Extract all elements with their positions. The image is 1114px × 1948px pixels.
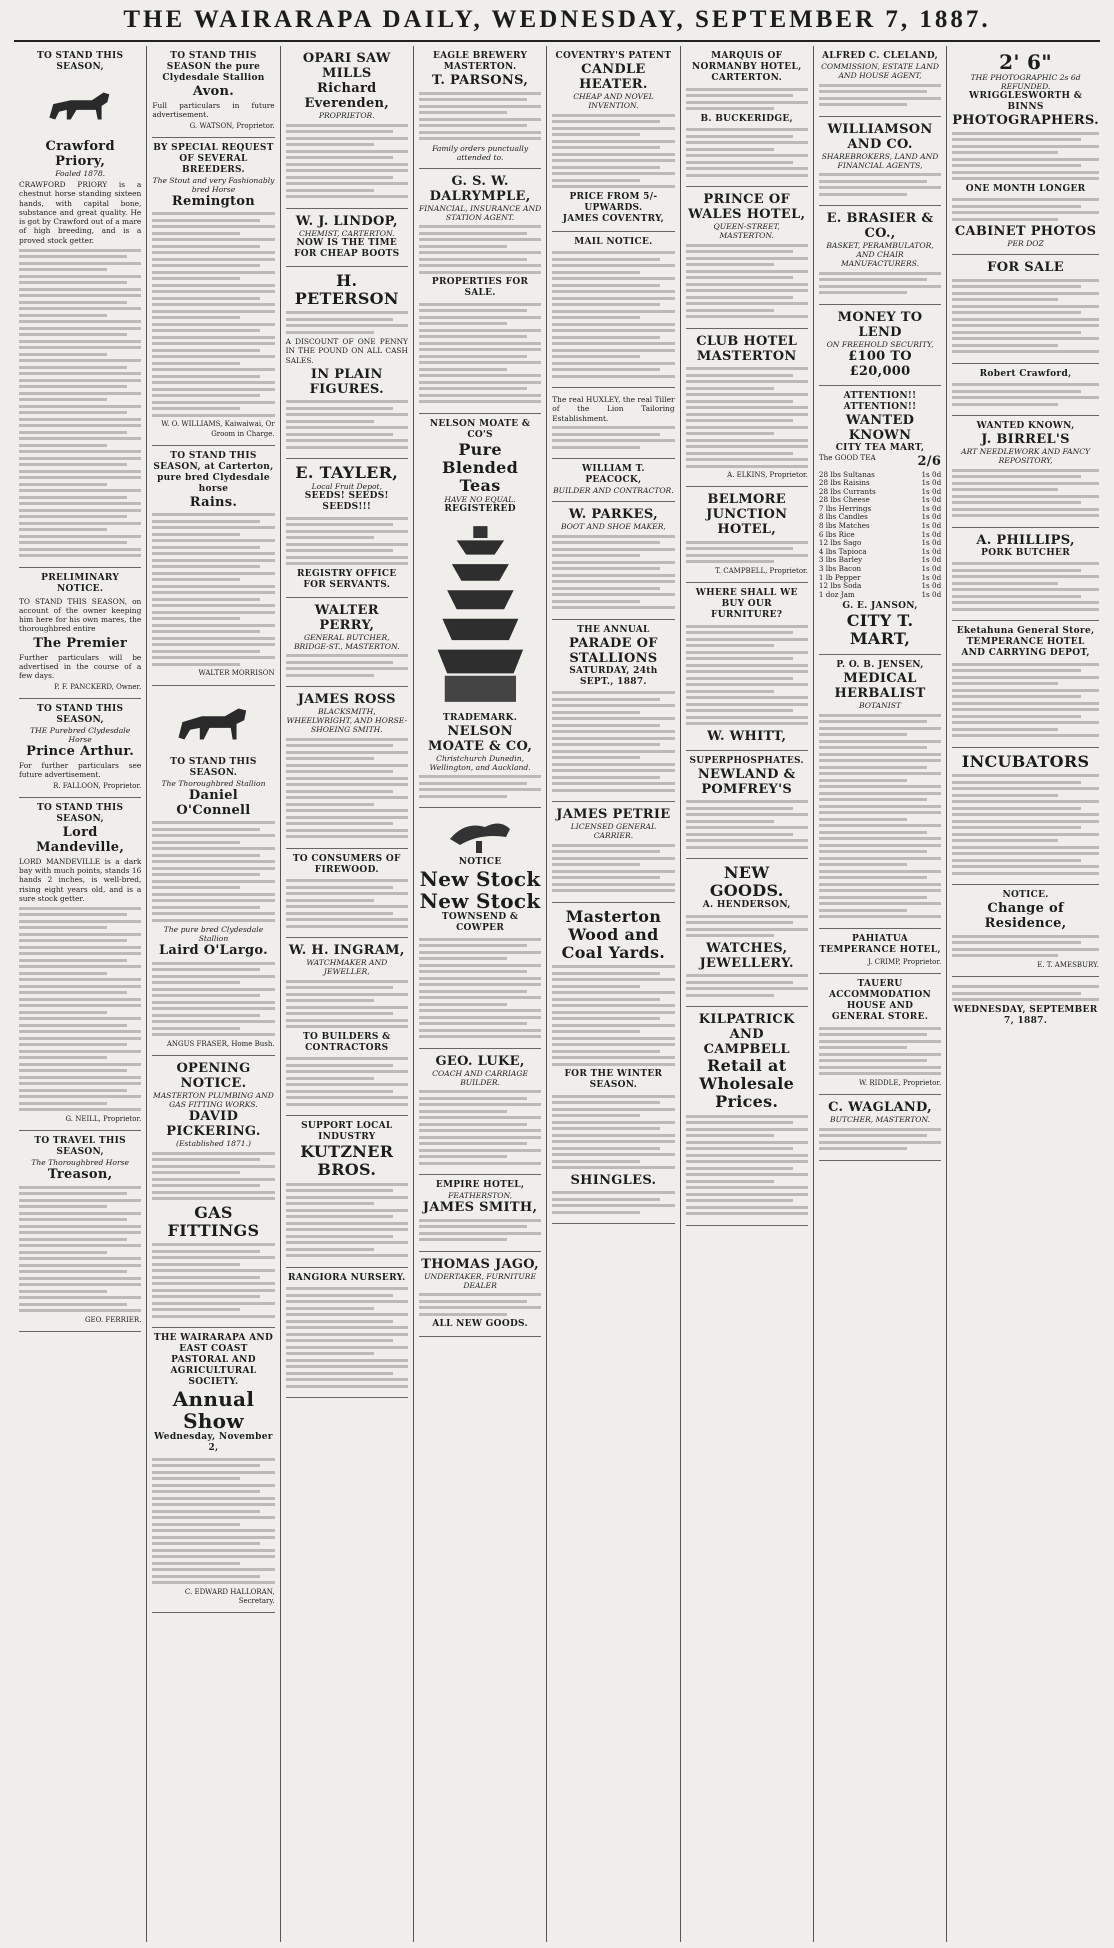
ad-kilpatrick-campbell [686, 1007, 808, 1226]
ad-tailoring [552, 388, 674, 459]
ad-incubators [952, 748, 1099, 886]
ad-subtitle: BOTANIST [859, 701, 902, 711]
ad-signature: C. EDWARD HALLORAN, Secretary. [184, 1587, 275, 1605]
business-name: TAUERU ACCOMMODATION HOUSE AND GENERAL STORE. [828, 979, 932, 1023]
business-name: PAHIATUA TEMPERANCE HOTEL, [819, 933, 941, 955]
show-date: Wednesday, November 2, [154, 1432, 273, 1454]
ad-tagline: New Stock [419, 867, 541, 891]
ad-subtitle: QUEEN-STREET, MASTERTON. [713, 222, 780, 240]
ad-note: HAVE NO EQUAL. [444, 494, 516, 504]
agent-name: JAMES COVENTRY, [562, 213, 665, 224]
ad-preliminary-notice [19, 568, 141, 699]
ad-prince-of-wales [686, 187, 808, 329]
price-row: 3 lbs Bacon 1s 0d [818, 564, 942, 574]
ad-subtitle: Christchurch Dunedin, Wellington, and Auckland. [429, 753, 531, 772]
ad-subtitle: THE PHOTOGRAPHIC 2s 6d REFUNDED. [970, 73, 1081, 91]
ad-note: Full particulars in future advertisement. [152, 101, 275, 120]
ad-subtitle: WATCHMAKER AND JEWELLER, [306, 958, 388, 977]
business-name: WILLIAM T. PEACOCK, [581, 464, 645, 486]
ad-heading: PROPERTIES FOR SALE. [431, 277, 529, 298]
business-name: EMPIRE HOTEL, [435, 1180, 525, 1190]
ad-mail-notice [552, 232, 674, 389]
business-name: BELMORE JUNCTION HOTEL, [706, 492, 788, 538]
business-name: WALTER PERRY, [314, 602, 379, 633]
ad-subtitle: Foaled 1878. [55, 169, 106, 178]
ad-rains [152, 446, 274, 686]
ad-taueru-house [819, 974, 941, 1095]
business-name: T. PARSONS, [432, 73, 529, 88]
business-name: J. BIRREL'S [981, 432, 1070, 447]
column-1 [14, 46, 147, 1942]
ad-walter-perry [286, 598, 408, 688]
tea-title: The GOOD TEA [818, 452, 876, 462]
ad-birrel [952, 416, 1099, 528]
business-name: CITY TEA MART, [835, 442, 925, 453]
ad-parkes [552, 502, 674, 620]
ad-heading: TO CONSUMERS OF FIREWOOD. [292, 853, 401, 875]
ad-heading: TO STAND THIS SEASON, [36, 51, 124, 72]
ad-heading: GAS FITTINGS [167, 1202, 260, 1240]
ad-tagline: Masterton Wood and Coal Yards. [561, 906, 666, 962]
ad-body: LORD MANDEVILLE is a dark bay with much points, stands 16 hands 2 inches, is well-bred, rising eight years old, and is a sure stock getter. [19, 856, 142, 904]
proprietor-name: G. E. JANSON, [842, 601, 918, 612]
imprint [952, 977, 1099, 1033]
ad-subtitle: BOOT AND SHOE MAKER, [560, 522, 666, 532]
ad-subtitle: BUTCHER, MASTERTON. [829, 1115, 931, 1124]
ad-peacock [552, 459, 674, 502]
business-name: W. WHITT, [707, 728, 787, 744]
ad-signature: W. RIDDLE, Proprietor. [858, 1078, 942, 1087]
business-name: MARQUIS OF NORMANBY HOTEL, CARTERTON. [691, 51, 802, 83]
ad-heading: WHERE SHALL WE BUY OUR FURNITURE? [695, 588, 798, 621]
ad-tagline: Pure Blended Teas [442, 439, 519, 495]
event-date: SATURDAY, 24th SEPT., 1887. [569, 665, 658, 687]
ad-subtitle: AND CARRYING DEPOT, [961, 648, 1090, 658]
ad-subtitle: LICENSED GENERAL CARRIER. [570, 822, 657, 841]
price-row: 28 lbs Raisins 1s 0d [818, 478, 942, 488]
ad-signature: WALTER MORRISON [198, 669, 275, 678]
ad-change-of-residence [952, 885, 1099, 977]
ad-heading: CABINET PHOTOS [954, 224, 1097, 239]
ad-tagline: TO BUILDERS & CONTRACTORS [303, 1031, 391, 1053]
pagoda-trademark-icon [421, 519, 540, 709]
ad-heading: FOR SALE [987, 260, 1064, 275]
ad-heading: NOTICE [458, 857, 502, 867]
ad-kutzner-bros [286, 1116, 408, 1268]
price-row: 12 lbs Sago 1s 0d [818, 538, 942, 548]
ad-body: A DISCOUNT OF ONE PENNY IN THE POUND ON ALL CASH SALES. [285, 337, 408, 365]
business-name: W. H. INGRAM, [288, 943, 405, 959]
price-row: 28 lbs Currants 1s 0d [818, 486, 942, 496]
ad-pahiatua-hotel [819, 929, 941, 974]
price-row: 7 lbs Herrings 1s 0d [818, 503, 942, 513]
ad-amount: £100 TO £20,000 [848, 348, 912, 379]
ad-heading: TO TRAVEL THIS SEASON, [34, 1136, 126, 1158]
ad-heading: WANTED KNOWN, [976, 421, 1075, 431]
ad-signature: R. FALLOON, Proprietor. [53, 781, 142, 790]
ad-tagline: JEWELLERY. [699, 955, 794, 971]
ad-subtitle: MASTERTON PLUMBING AND GAS FITTING WORKS. [153, 1091, 274, 1110]
ad-heading: RANGIORA NURSERY. [287, 1272, 406, 1283]
ad-subtitle: SHAREBROKERS, LAND AND FINANCIAL AGENTS, [821, 151, 939, 170]
price-row: 3 lbs Barley 1s 0d [818, 555, 942, 565]
column-4 [414, 46, 547, 1942]
ad-marquis-of-normanby [686, 46, 808, 187]
business-name: P. O. B. JENSEN, [836, 660, 924, 671]
ad-tagline: Retail at Wholesale Prices. [699, 1056, 795, 1112]
ad-heading: BY SPECIAL REQUEST OF SEVERAL BREEDERS. [153, 142, 274, 175]
column-5 [547, 46, 680, 1942]
ad-tagline: SHINGLES. [570, 1172, 657, 1188]
ad-note: For further particulars see future advertisement. [19, 760, 142, 780]
ad-money-to-lend [819, 305, 941, 386]
ad-heading: OPENING NOTICE. [176, 1061, 251, 1092]
ad-heading: MAIL NOTICE. [574, 236, 653, 247]
ad-tagline: MEDICAL HERBALIST [834, 671, 926, 702]
ad-club-hotel [686, 329, 808, 488]
ad-dalrymple [419, 169, 541, 414]
tea-price: 2/6 [917, 453, 942, 469]
ad-tagline: REGISTRY OFFICE FOR SERVANTS. [297, 568, 397, 590]
masthead-rule [14, 40, 1100, 42]
business-name: G. S. W. DALRYMPLE, [429, 173, 531, 204]
horse-name: Prince Arthur. [26, 743, 135, 759]
ad-tagline: PHOTOGRAPHERS. [952, 113, 1099, 128]
ad-belmore-junction [686, 487, 808, 583]
ad-signature: P. F. PANCKERD, Owner. [54, 682, 142, 691]
show-title: Annual Show [172, 1387, 255, 1434]
ad-signature: A. ELKINS, Proprietor. [727, 471, 808, 479]
ad-james-petrie [552, 802, 674, 903]
ad-signature: J. CRIMP, Proprietor. [867, 957, 942, 966]
ad-for-sale [952, 255, 1099, 364]
price-row: 1 doz Jam 1s 0d [818, 589, 942, 599]
business-name: W. J. LINDOP, [295, 213, 398, 229]
business-name: WILLIAMSON AND CO. [827, 121, 933, 152]
ad-signature: W. O. WILLIAMS, Kaiwaiwai, Or Groom in Charge. [161, 420, 275, 438]
ad-remington [152, 138, 274, 446]
event-name: PARADE OF STALLIONS [569, 635, 658, 666]
price-row: 28 lbs Cheese 1s 0d [818, 495, 942, 505]
column-6 [681, 46, 814, 1942]
ad-heading: EAGLE BREWERY MASTERTON. [432, 51, 528, 72]
ad-heading: MONEY TO LEND [837, 309, 923, 340]
ad-subtitle: BLACKSMITH, WHEELWRIGHT, AND HORSE-SHOEING SMITH. [286, 707, 408, 735]
proprietor-name: B. BUCKERIDGE, [700, 113, 793, 124]
ad-cleland [819, 46, 941, 117]
ad-firewood [286, 849, 408, 939]
business-name: THOMAS JAGO, [421, 1256, 539, 1272]
ad-tagline: IN PLAIN FIGURES. [309, 366, 384, 397]
horse-name: Rains. [189, 494, 238, 510]
ad-subtitle: BUILDER AND CONTRACTOR. [553, 486, 674, 496]
ad-heading: PRELIMINARY NOTICE. [41, 572, 120, 594]
ad-signature: ANGUS FRASER, Home Bush. [166, 1039, 275, 1048]
business-name: Robert Crawford, [979, 368, 1072, 379]
ad-tagline: SEEDS! SEEDS! SEEDS!!! [304, 491, 389, 513]
business-name: C. WAGLAND, [828, 1100, 932, 1115]
price-row: 12 lbs Soda 1s 0d [818, 581, 942, 591]
business-name: Richard Everenden, [304, 81, 390, 111]
ad-subtitle: PER DOZ [1007, 239, 1044, 248]
business-name: Eketahuna General Store, [956, 626, 1095, 636]
business-name: W. PARKES, [568, 507, 658, 523]
ad-rangiora-nursery [286, 1268, 408, 1399]
ad-new-goods [686, 859, 808, 1007]
ad-daniel-oconnell [152, 686, 274, 1056]
column-8 [947, 46, 1104, 1942]
business-name: NELSON MOATE & CO'S [429, 418, 531, 440]
business-name: JAMES ROSS [297, 692, 396, 708]
column-grid [14, 46, 1104, 1942]
ad-heading: ATTENTION!! ATTENTION!! [843, 390, 917, 412]
imprint-date: WEDNESDAY, SEPTEMBER 7, 1887. [953, 1004, 1098, 1026]
ad-signature: G. WATSON, Proprietor. [189, 121, 275, 130]
ad-new-stock [419, 808, 541, 1049]
business-name: A. HENDERSON, [702, 900, 791, 911]
ad-opari-saw-mills [286, 46, 408, 209]
ad-eketahuna-store [952, 621, 1099, 748]
ad-james-ross [286, 687, 408, 849]
price-row: 8 lbs Candles 1s 0d [818, 512, 942, 522]
ad-tagline: ALL NEW GOODS. [432, 1319, 528, 1329]
ad-subtitle: FINANCIAL, INSURANCE AND STATION AGENT. [418, 203, 542, 222]
horse-name: Treason, [47, 1167, 113, 1183]
ad-lord-mandeville [19, 798, 141, 1131]
price-list [819, 471, 941, 600]
horse-name: Avon. [192, 84, 235, 99]
business-name: CLUB HOTEL MASTERTON [696, 333, 798, 364]
business-name: A. PHILLIPS, [976, 532, 1075, 548]
ad-subtitle: The Thoroughbred Stallion [161, 778, 266, 788]
ad-thomas-jago [419, 1252, 541, 1338]
ad-heading: SUPPORT LOCAL INDUSTRY [301, 1121, 393, 1143]
ad-nelson-moate-teas [419, 414, 541, 809]
ad-subtitle: Local Fruit Depot, [311, 482, 382, 492]
ad-opening-notice [152, 1056, 274, 1328]
price-large: 2' 6" [999, 50, 1052, 74]
business-name: NEWLAND & POMFREY'S [697, 766, 796, 797]
business-name: JAMES PETRIE [556, 807, 671, 823]
ad-subtitle: COACH AND CARRIAGE BUILDER. [432, 1068, 528, 1087]
ad-wood-and-coal [552, 903, 674, 1225]
saddle-icon [430, 815, 530, 855]
business-name: E. TAYLER, [295, 463, 399, 483]
ad-avon [152, 46, 274, 138]
column-7 [814, 46, 947, 1942]
ad-ingram [286, 938, 408, 1116]
business-name: KUTZNER BROS. [300, 1142, 394, 1180]
ad-subtitle: UNDERTAKER, FURNITURE DEALER [424, 1271, 537, 1290]
ad-signature: E. T. AMESBURY. [1037, 960, 1099, 969]
ad-tayler [286, 459, 408, 598]
ad-tagline: Change of Residence, [984, 901, 1067, 931]
ad-parade-of-stallions [552, 620, 674, 803]
ad-registered: REGISTERED [444, 503, 516, 514]
ad-note: Further particulars will be advertised in the course of a few days. [19, 652, 142, 681]
ad-body: TO STAND THIS SEASON, on account of the owner keeping him here for his own mares, the thoroughbred entire [19, 596, 142, 634]
horse-name: Lord Mandeville, [36, 824, 125, 855]
ad-subtitle: THE Purebred Clydesdale Horse [30, 725, 131, 744]
business-name: WRIGGLESWORTH & BINNS [969, 91, 1083, 112]
ad-photographers [952, 46, 1099, 255]
business-name: NELSON MOATE & CO, [427, 723, 533, 754]
ad-heading: NOTICE. [1002, 890, 1049, 900]
ad-heading: TO STAND THIS SEASON. [170, 756, 257, 778]
ad-subtitle: ON FREEHOLD SECURITY, [826, 339, 934, 349]
business-name: DAVID PICKERING. [166, 1109, 261, 1140]
ad-crawford-priory [19, 46, 141, 568]
horse-name: Laird O'Largo. [158, 943, 268, 959]
ad-body: The real HUXLEY, the real Tiller of the Lion Tailoring Establishment. [552, 395, 675, 423]
horse-name: Crawford Priory, [45, 139, 115, 169]
ad-superphosphates [686, 751, 808, 860]
ad-heading: TO STAND THIS SEASON, [36, 703, 124, 725]
ad-williamson [819, 117, 941, 207]
ad-subtitle: FEATHERSTON, [448, 1191, 513, 1200]
ad-heading: TO STAND THIS SEASON, [36, 802, 124, 824]
ad-signature: GEO. FERRIER. [84, 1315, 142, 1324]
business-name: KILPATRICK AND CAMPBELL [698, 1012, 795, 1058]
ad-brasier [819, 206, 941, 305]
ad-heading: COVENTRY'S PATENT [555, 51, 672, 61]
ad-lindop [286, 209, 408, 267]
business-name: E. BRASIER & CO., [826, 211, 934, 241]
proprietor-name: JAMES SMITH, [422, 1200, 538, 1215]
business-name: CITY T. MART, [846, 611, 914, 649]
ad-signature: G. NEILL, Proprietor. [65, 1114, 142, 1123]
ad-trademark: TRADEMARK. [442, 712, 518, 723]
ad-furniture [686, 583, 808, 751]
ad-established: (Established 1871.) [175, 1139, 251, 1149]
ad-price: PRICE FROM 5/- UPWARDS. [569, 191, 658, 213]
business-name: GEO. LUKE, [435, 1053, 525, 1069]
ad-crawford [952, 364, 1099, 417]
product-name: CANDLE HEATER. [579, 62, 648, 92]
ad-heading: TO STAND THIS SEASON the pure Clydesdale Stallion [162, 51, 265, 83]
ad-subtitle: ART NEEDLEWORK AND FANCY REPOSITORY, [961, 447, 1091, 465]
ad-treason [19, 1131, 141, 1332]
business-name: TOWNSEND & COWPER [441, 912, 519, 933]
ad-tagline: WATCHES, [706, 940, 788, 956]
ad-heading: TO STAND THIS SEASON, at Carterton, pure bred Clydesdale horse [153, 450, 274, 494]
ad-heading: WANTED KNOWN [845, 412, 915, 443]
ad-tagline: New Stock [419, 889, 541, 913]
tea-price-row [819, 454, 941, 469]
column-3 [281, 46, 414, 1942]
ad-phillips [952, 528, 1099, 622]
ad-empire-hotel [419, 1175, 541, 1252]
masthead-title: THE WAIRARAPA DAILY, WEDNESDAY, SEPTEMBER 7, 1887. [123, 6, 991, 33]
ad-subtitle: COMMISSION, ESTATE LAND AND HOUSE AGENT, [821, 62, 939, 80]
horse-name: Daniel O'Connell [176, 787, 251, 818]
ad-note: Family orders punctually attended to. [432, 143, 529, 162]
horse-name: The Premier [33, 635, 128, 651]
ad-heading: NEW GOODS. [709, 863, 784, 901]
price-row: 28 lbs Sultanas 1s 0d [818, 469, 942, 479]
ad-subtitle: GENERAL BUTCHER, BRIDGE-ST., MASTERTON. [293, 632, 400, 651]
business-name: PRINCE OF WALES HOTEL, [688, 192, 806, 222]
price-row: 4 lbs Tapioca 1s 0d [818, 546, 942, 556]
ad-tagline: CHEAP AND NOVEL INVENTION. [573, 92, 654, 110]
horse-illustration-icon [165, 695, 262, 753]
ad-prince-arthur [19, 699, 141, 798]
ad-heading: SUPERPHOSPHATES. [689, 755, 804, 766]
ad-peterson [286, 267, 408, 460]
price-row: 6 lbs Rice 1s 0d [818, 529, 942, 539]
ad-heading: INCUBATORS [961, 751, 1090, 771]
ad-subtitle: The pure bred Clydesdale Stallion [163, 925, 264, 944]
ad-subtitle: PROPRIETOR. [318, 111, 375, 120]
price-row: 1 lb Pepper 1s 0d [818, 572, 942, 582]
horse-illustration-icon [32, 77, 129, 135]
ad-geo-luke [419, 1049, 541, 1176]
ad-heading: OPARI SAW MILLS [302, 51, 391, 81]
ad-annual-show [152, 1328, 274, 1613]
ad-subtitle: BASKET, PERAMBULATOR, AND CHAIR MANUFACTURERS. [826, 241, 934, 268]
ad-heading: THE ANNUAL [577, 624, 650, 635]
ad-subtitle: TEMPERANCE HOTEL [966, 637, 1085, 647]
ad-jensen [819, 655, 941, 929]
horse-name: Remington [171, 193, 256, 209]
ad-heading: ONE MONTH LONGER [965, 183, 1086, 194]
ad-tagline: PORK BUTCHER [981, 547, 1070, 558]
ad-heading: THE WAIRARAPA AND EAST COAST PASTORAL AND AGRICULTURAL SOCIETY. [153, 1333, 274, 1388]
column-2 [147, 46, 280, 1942]
ad-subtitle: CHEMIST, CARTERTON. [298, 228, 395, 238]
ad-city-tea-mart [819, 386, 941, 656]
ad-candle-heater [552, 46, 674, 232]
ad-wagland [819, 1095, 941, 1161]
business-name: ALFRED C. CLELAND, [821, 51, 939, 61]
business-name: H. PETERSON [294, 270, 399, 308]
ad-tagline: FOR THE WINTER SEASON. [564, 1069, 663, 1091]
ad-signature: T. CAMPBELL, Proprietor. [715, 566, 808, 575]
ad-tagline: NOW IS THE TIME FOR CHEAP BOOTS [294, 237, 400, 259]
ad-subtitle: The Thoroughbred Horse [31, 1158, 130, 1168]
price-row: 8 lbs Matches 1s 0d [818, 521, 942, 531]
ad-subtitle: The Stout and very Fashionably bred Horse [152, 175, 275, 194]
ad-eagle-brewery [419, 46, 541, 169]
ad-body: CRAWFORD PRIORY is a chestnut horse standing sixteen hands, with capital bone, substance and great quality. He is got by Crawford out of a mare of high breeding, and is a proved stock getter. [19, 180, 142, 245]
